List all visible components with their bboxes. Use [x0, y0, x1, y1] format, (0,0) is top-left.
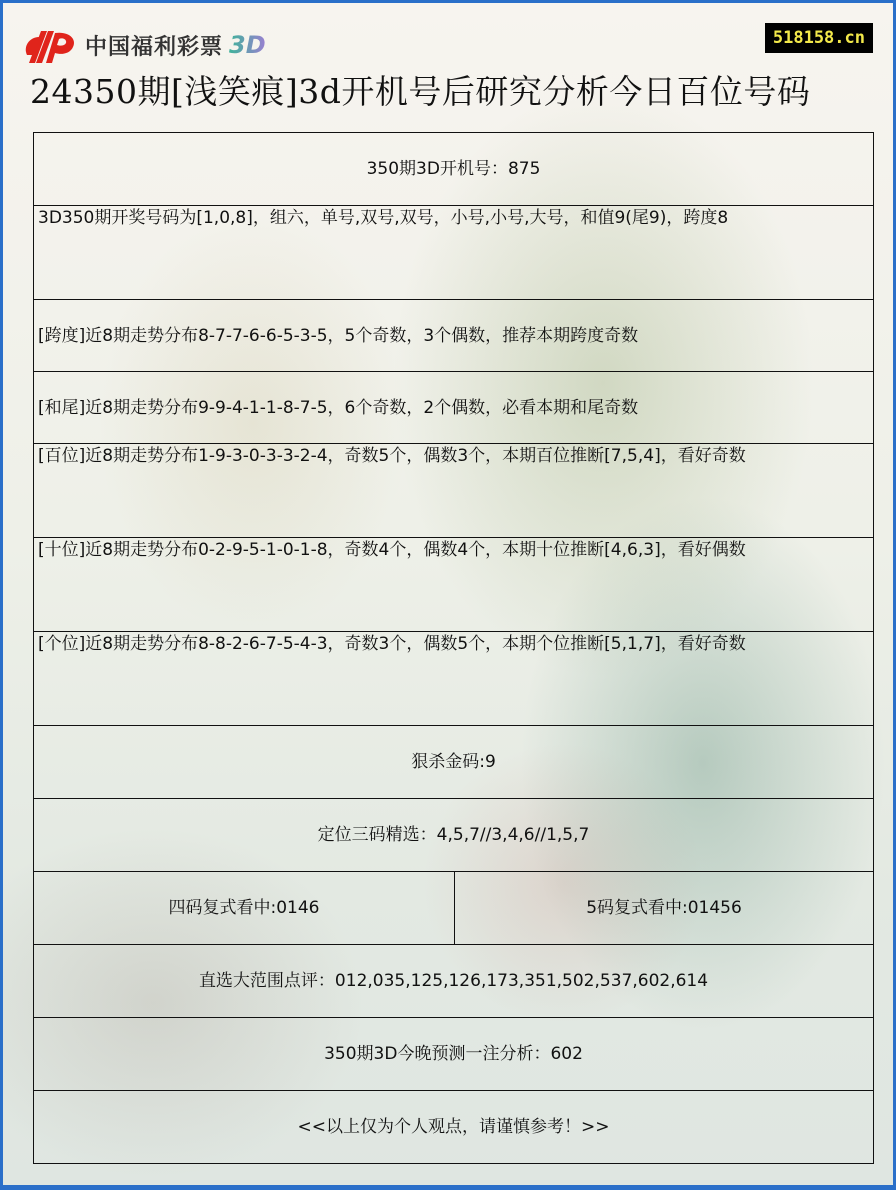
page-title: 24350期[浅笑痕]3d开机号后研究分析今日百位号码 [30, 72, 811, 111]
kill-code-cell: 狠杀金码:9 [34, 726, 874, 799]
table-row [34, 872, 874, 945]
draw-result-cell: 3D350期开奖号码为[1,0,8]，组六，单号,双号,双号，小号,小号,大号，和值9(尾9)，跨度8 [34, 206, 874, 300]
table-row [34, 300, 874, 372]
tens-trend-cell: [十位]近8期走势分布0-2-9-5-1-0-1-8，奇数4个，偶数4个，本期十位推断[4,6,3]，看好偶数 [34, 538, 874, 632]
five-code-cell: 5码复式看中:01456 [455, 872, 874, 945]
table-row [34, 444, 874, 538]
table-row [34, 726, 874, 799]
logo-text: 中国福利彩票 [85, 34, 224, 60]
table-row [34, 1091, 874, 1164]
sum-tail-trend-cell: [和尾]近8期走势分布9-9-4-1-1-8-7-5，6个奇数，2个偶数，必看本期和尾奇数 [34, 372, 874, 444]
analysis-table [33, 132, 874, 1164]
open-number-cell: 350期3D开机号：875 [34, 133, 874, 206]
table-row [34, 1018, 874, 1091]
tonight-pick-cell: 350期3D今晚预测一注分析：602 [34, 1018, 874, 1091]
table-row [34, 372, 874, 444]
hundreds-trend-cell: [百位]近8期走势分布1-9-3-0-3-3-2-4，奇数5个，偶数3个，本期百位推断[7,5,4]，看好奇数 [34, 444, 874, 538]
welfare-lottery-logo-icon [21, 25, 79, 65]
disclaimer-cell: <<以上仅为个人观点，请谨慎参考！>> [34, 1091, 874, 1164]
position-three-code-cell: 定位三码精选：4,5,7//3,4,6//1,5,7 [34, 799, 874, 872]
table-row [34, 538, 874, 632]
site-badge[interactable]: 518158.cn [765, 23, 873, 53]
units-trend-cell: [个位]近8期走势分布8-8-2-6-7-5-4-3，奇数3个，偶数5个，本期个位推断[5,1,7]，看好奇数 [34, 632, 874, 726]
table-row [34, 133, 874, 206]
lottery-logo [21, 25, 266, 65]
logo-3d-text: 3D [229, 31, 266, 59]
four-code-cell: 四码复式看中:0146 [34, 872, 455, 945]
span-trend-cell: [跨度]近8期走势分布8-7-7-6-6-5-3-5，5个奇数，3个偶数，推荐本期跨度奇数 [34, 300, 874, 372]
table-row [34, 206, 874, 300]
table-row [34, 799, 874, 872]
table-row [34, 632, 874, 726]
direct-range-cell: 直选大范围点评：012,035,125,126,173,351,502,537,602,614 [34, 945, 874, 1018]
table-row [34, 945, 874, 1018]
